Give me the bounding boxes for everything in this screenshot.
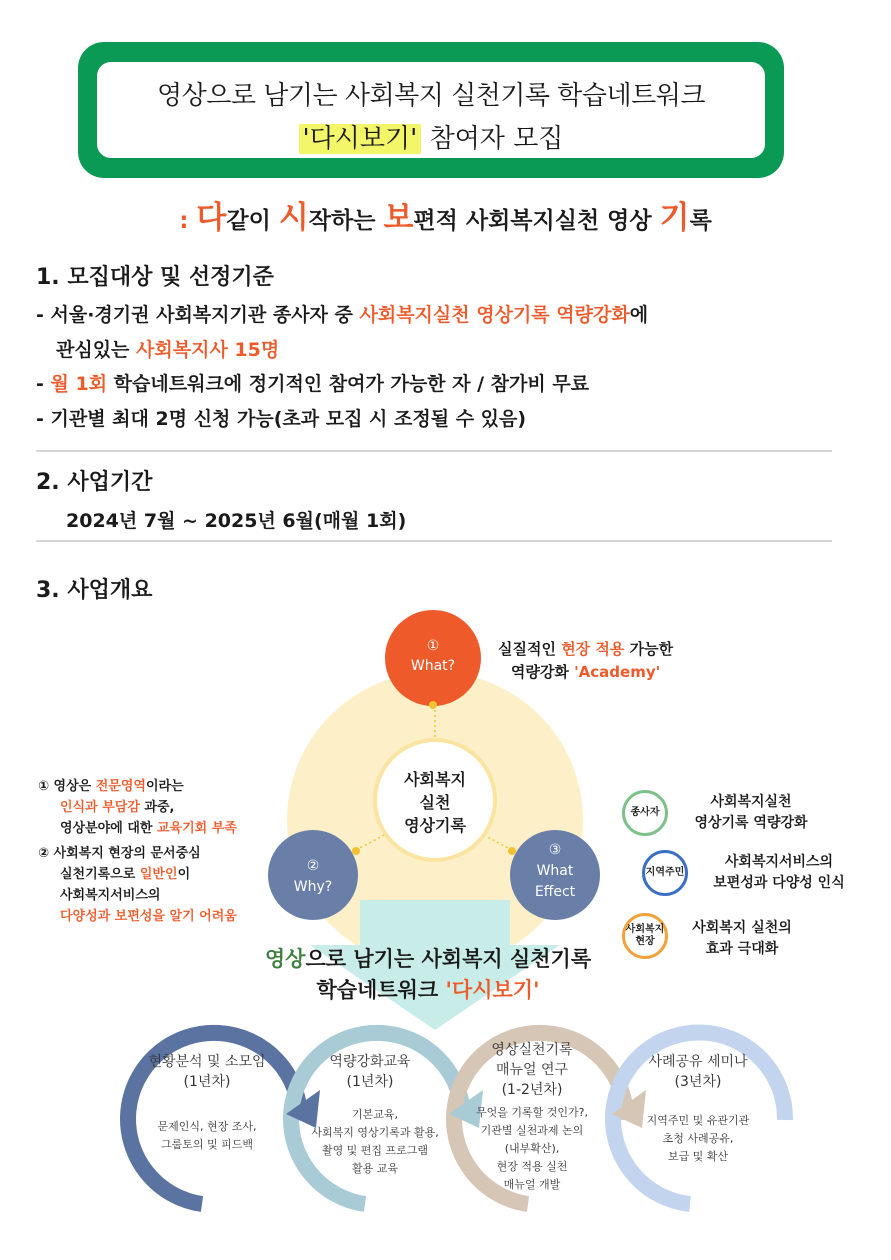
what-description bbox=[498, 638, 673, 684]
s1-l3-b: 월 1회 bbox=[50, 373, 108, 395]
title-box bbox=[95, 60, 767, 160]
why-desc-6: 사회복지서비스의 bbox=[60, 888, 161, 903]
cycle-1-title bbox=[132, 1052, 282, 1092]
why-desc-1b: 전문영역 bbox=[95, 779, 146, 794]
s1-l2-b: 사회복지사 15명 bbox=[136, 339, 280, 361]
effect-staff-1: 사회복지실천 bbox=[710, 794, 792, 810]
center-line-1: 사회복지 bbox=[404, 770, 466, 789]
what-desc-1b: 현장 적용 bbox=[561, 640, 625, 658]
why-description bbox=[38, 776, 237, 927]
what-label: What? bbox=[410, 658, 456, 674]
center-line-2: 실천 bbox=[419, 793, 451, 812]
what-num: ① bbox=[426, 638, 440, 654]
cycle-1-body-2: 그룹토의 및 피드백 bbox=[160, 1138, 253, 1151]
network-title-1a: 영상 bbox=[264, 947, 306, 971]
cycle-3-body bbox=[462, 1104, 602, 1194]
network-title-2b: '다시보기' bbox=[445, 978, 540, 1002]
section-1-line-3 bbox=[36, 369, 589, 396]
cycle-2-body-2: 사회복지 영상기록과 활용, bbox=[311, 1126, 439, 1139]
why-desc-4: ② 사회복지 현장의 문서중심 bbox=[38, 846, 201, 861]
cycle-3-body-4: 현장 적용 실천 bbox=[496, 1160, 568, 1173]
why-desc-5c: 이 bbox=[177, 867, 191, 882]
s1-l3-c: 학습네트워크에 정기적인 참여가 가능한 자 / 참가비 무료 bbox=[107, 373, 590, 395]
s1-l3-a: - bbox=[36, 373, 51, 395]
network-title-2a: 학습네트워크 bbox=[316, 978, 446, 1002]
section-1-line-2 bbox=[56, 335, 279, 362]
cycle-2-title-2: (1년차) bbox=[346, 1074, 394, 1090]
s1-l2-a: 관심있는 bbox=[56, 339, 137, 361]
effect-field-1: 사회복지 실천의 bbox=[692, 920, 792, 936]
effect-field-badge-1: 사회복지 bbox=[625, 924, 665, 935]
why-desc-1c: 이라는 bbox=[145, 779, 184, 794]
network-title-1b: 으로 남기는 사회복지 실천기록 bbox=[305, 947, 592, 971]
what-circle-label bbox=[385, 636, 481, 676]
cycle-1-body-1: 문제인식, 현장 조사, bbox=[157, 1120, 257, 1133]
cycle-3-title-1: 영상실천기록 bbox=[491, 1042, 573, 1058]
center-circle-label bbox=[380, 768, 490, 837]
why-desc-1a: ① 영상은 bbox=[38, 779, 96, 794]
effect-field-2: 효과 극대화 bbox=[705, 941, 779, 957]
effect-text-staff bbox=[676, 792, 826, 834]
section-1-heading: 1. 모집대상 및 선정기준 bbox=[36, 265, 274, 290]
section-2-heading: 2. 사업기간 bbox=[36, 470, 153, 495]
center-line-3: 영상기록 bbox=[404, 816, 466, 835]
cycle-3-title-3: (1-2년차) bbox=[501, 1082, 563, 1098]
divider-1 bbox=[36, 450, 832, 452]
subtitle-char-2: 시 bbox=[278, 200, 309, 236]
divider-2 bbox=[36, 540, 832, 542]
effect-staff-2: 영상기록 역량강화 bbox=[694, 815, 808, 831]
effect-num: ③ bbox=[548, 842, 562, 858]
what-desc-1c: 가능한 bbox=[624, 640, 674, 658]
subtitle-prefix: : bbox=[179, 208, 197, 234]
why-num: ② bbox=[306, 858, 320, 874]
cycle-4-body bbox=[628, 1112, 768, 1166]
effect-text-residents bbox=[694, 852, 864, 894]
cycle-1-body bbox=[132, 1118, 282, 1154]
why-desc-2b: 과중, bbox=[139, 800, 175, 815]
why-desc-5b: 일반인 bbox=[139, 867, 178, 882]
what-desc-2b: 'Academy' bbox=[574, 663, 661, 681]
why-circle-label bbox=[268, 856, 358, 898]
cycle-1-title-2: (1년차) bbox=[183, 1074, 231, 1090]
why-label: Why? bbox=[293, 879, 333, 895]
cycle-3-body-3: (내부확산), bbox=[504, 1142, 560, 1155]
cycle-2-title-1: 역량강화교육 bbox=[329, 1054, 411, 1070]
cycle-3-title bbox=[472, 1040, 592, 1100]
effect-badge-staff: 종사자 bbox=[622, 790, 668, 836]
cycle-4-body-3: 보급 및 확산 bbox=[667, 1150, 729, 1163]
effect-label-1: What bbox=[536, 863, 574, 879]
cycle-3-body-5: 매뉴얼 개발 bbox=[503, 1178, 561, 1191]
subtitle-text-2: 작하는 bbox=[308, 208, 384, 234]
network-title bbox=[0, 944, 856, 1006]
cycle-4-body-1: 지역주민 및 유관기관 bbox=[646, 1114, 750, 1127]
section-1-line-4: - 기관별 최대 2명 신청 가능(초과 모집 시 조정될 수 있음) bbox=[36, 408, 527, 430]
subtitle-text-1: 같이 bbox=[226, 208, 279, 234]
cycle-3-body-1: 무엇을 기록할 것인가?, bbox=[476, 1106, 588, 1119]
effect-circle-label bbox=[510, 840, 600, 903]
subtitle-char-1: 다 bbox=[196, 200, 227, 236]
what-desc-1a: 실질적인 bbox=[498, 640, 562, 658]
cycle-3-title-2: 매뉴얼 연구 bbox=[495, 1062, 569, 1078]
title-line-1: 영상으로 남기는 사회복지 실천기록 학습네트워크 bbox=[157, 81, 705, 111]
why-desc-2a: 인식과 부담감 bbox=[60, 800, 140, 815]
effect-res-2: 보편성과 다양성 인식 bbox=[713, 875, 845, 891]
section-1-line-1 bbox=[36, 300, 648, 327]
s1-l1-a: - 서울·경기권 사회복지기관 종사자 중 bbox=[36, 304, 360, 326]
cycle-2-body-3: 촬영 및 편집 프로그램 bbox=[321, 1144, 429, 1157]
cycle-1-title-1: 현황분석 및 소모임 bbox=[148, 1054, 266, 1070]
why-desc-5a: 실천기록으로 bbox=[60, 867, 140, 882]
cycle-2-title bbox=[310, 1052, 430, 1092]
cycle-3-body-2: 기관별 실천과제 논의 bbox=[480, 1124, 584, 1137]
s1-l1-b: 사회복지실천 영상기록 역량강화 bbox=[359, 304, 630, 326]
section-3-heading: 3. 사업개요 bbox=[36, 578, 153, 603]
subtitle-text-3: 편적 사회복지실천 영상 bbox=[413, 208, 660, 234]
subtitle-text-4: 록 bbox=[689, 208, 712, 234]
effect-field-badge-2: 현장 bbox=[635, 936, 655, 947]
effect-badge-residents: 지역주민 bbox=[642, 850, 688, 896]
effect-label-2: Effect bbox=[534, 884, 576, 900]
subtitle-char-3: 보 bbox=[383, 200, 414, 236]
title-line-2-rest: 참여자 모집 bbox=[421, 124, 564, 154]
title-highlight: '다시보기' bbox=[299, 124, 422, 154]
cycle-4-title-2: (3년차) bbox=[674, 1074, 722, 1090]
section-2-period: 2024년 7월 ~ 2025년 6월(매월 1회) bbox=[66, 510, 407, 532]
cycle-2-body-1: 기본교육, bbox=[351, 1108, 398, 1121]
s1-l1-c: 에 bbox=[629, 304, 649, 326]
subtitle-char-4: 기 bbox=[659, 200, 690, 236]
effect-res-1: 사회복지서비스의 bbox=[724, 854, 834, 870]
why-desc-3a: 영상분야에 대한 bbox=[60, 821, 157, 836]
what-desc-2a: 역량강화 bbox=[510, 663, 575, 681]
subtitle bbox=[0, 192, 891, 237]
cycle-2-body-4: 활용 교육 bbox=[351, 1162, 398, 1175]
cycle-4-title bbox=[628, 1052, 768, 1092]
why-desc-7: 다양성과 보편성을 알기 어려움 bbox=[60, 909, 237, 924]
cycle-4-body-2: 초청 사례공유, bbox=[662, 1132, 734, 1145]
cycle-4-title-1: 사례공유 세미나 bbox=[648, 1054, 748, 1070]
cycle-2-body bbox=[300, 1106, 450, 1178]
title-line-2 bbox=[97, 118, 765, 155]
why-desc-3b: 교육기회 부족 bbox=[156, 821, 237, 836]
